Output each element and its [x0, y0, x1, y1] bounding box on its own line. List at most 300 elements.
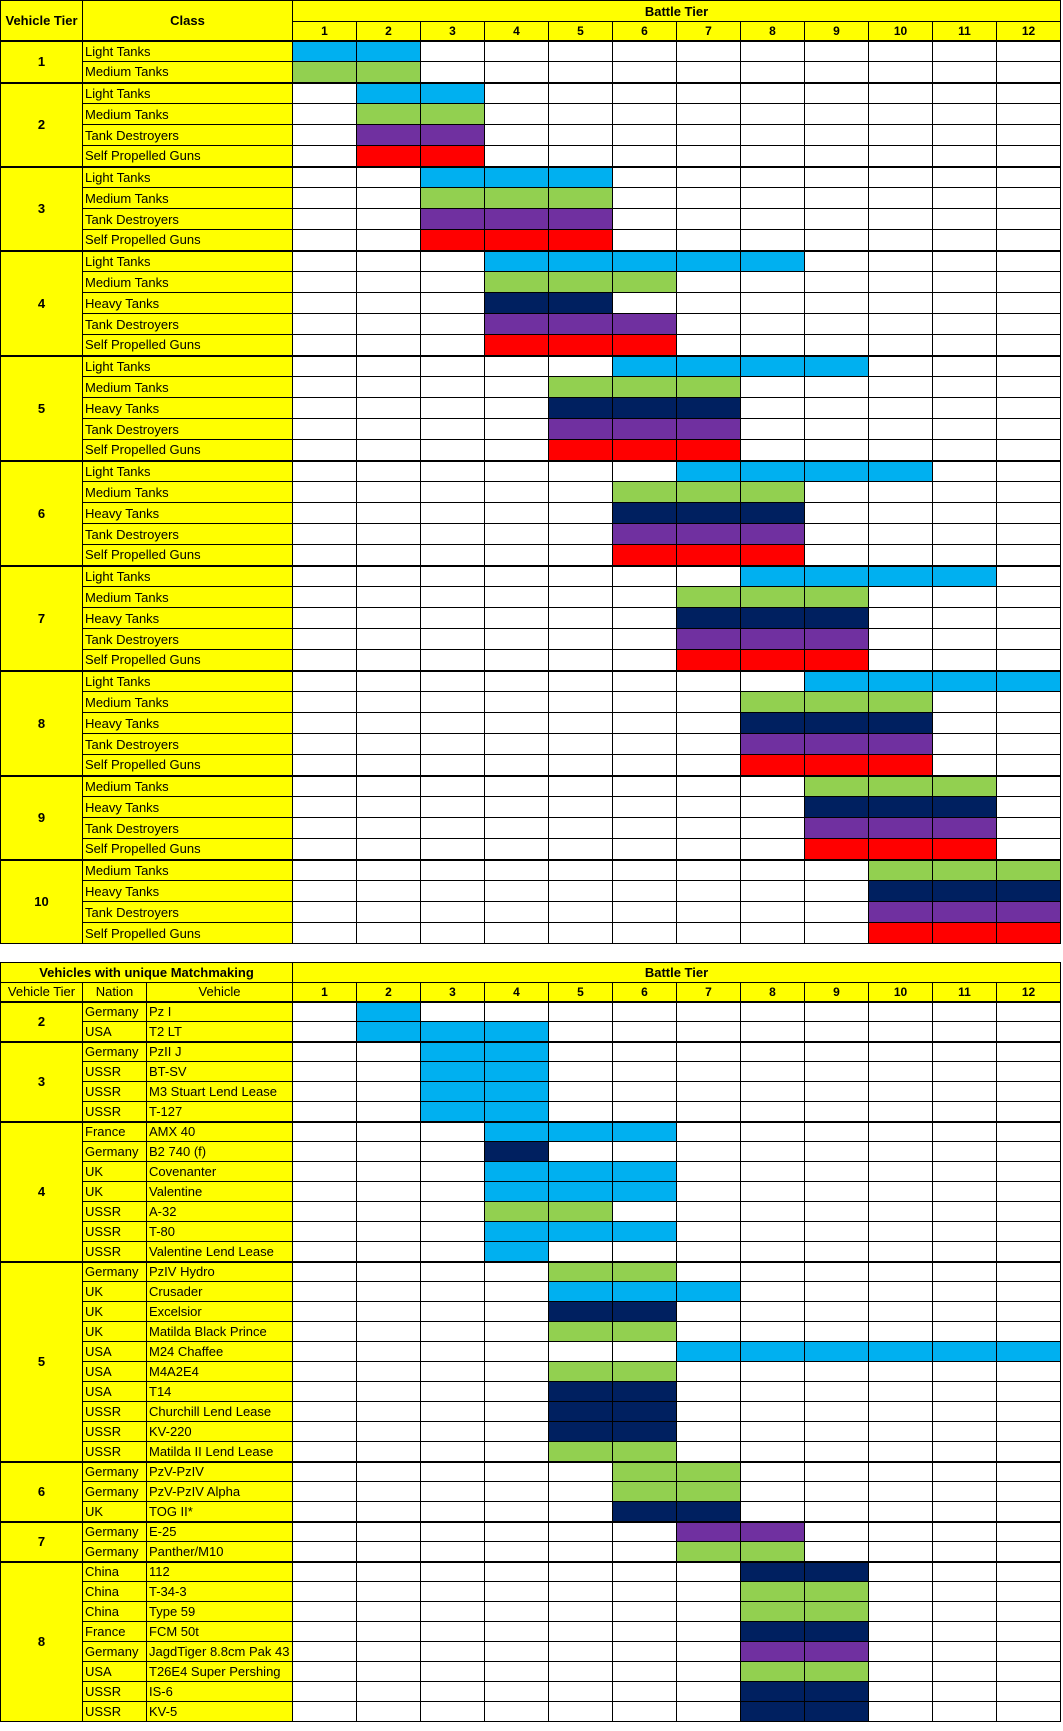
battle-tier-cell [933, 1662, 997, 1682]
battle-tier-cell [741, 62, 805, 83]
battle-tier-cell [677, 1202, 741, 1222]
battle-tier-cell [357, 293, 421, 314]
battle-tier-cell [997, 1542, 1061, 1562]
class-label: Medium Tanks [83, 482, 293, 503]
matchmaking-bar-cell [741, 524, 805, 545]
battle-tier-cell [293, 482, 357, 503]
battle-tier-cell [421, 482, 485, 503]
class-label: Self Propelled Guns [83, 545, 293, 566]
battle-tier-cell [549, 1522, 613, 1542]
battle-tier-cell [293, 314, 357, 335]
battle-tier-cell [677, 335, 741, 356]
battle-tier-cell [293, 167, 357, 188]
battle-tier-cell [741, 314, 805, 335]
matchmaking-bar-cell [549, 1262, 613, 1282]
nation-cell: Germany [83, 1522, 147, 1542]
battle-tier-cell [485, 734, 549, 755]
matchmaking-bar-cell [549, 314, 613, 335]
battle-tier-cell [741, 923, 805, 944]
battle-tier-cell [293, 923, 357, 944]
battle-tier-cell [421, 419, 485, 440]
battle-tier-cell [357, 1302, 421, 1322]
battle-tier-cell [933, 1502, 997, 1522]
battle-tier-cell [293, 1702, 357, 1722]
class-label: Medium Tanks [83, 692, 293, 713]
battle-tier-cell [933, 1382, 997, 1402]
battle-tier-cell [357, 272, 421, 293]
battle-tier-cell [357, 839, 421, 860]
class-row [1, 797, 1061, 818]
battle-tier-cell [869, 1542, 933, 1562]
battle-tier-cell [869, 1102, 933, 1122]
matchmaking-bar-cell [805, 650, 869, 671]
class-label: Light Tanks [83, 41, 293, 62]
matchmaking-bar-cell [741, 1662, 805, 1682]
battle-tier-cell [421, 1682, 485, 1702]
battle-tier-cell [997, 104, 1061, 125]
battle-tier-cell [421, 1462, 485, 1482]
matchmaking-bar-cell [613, 524, 677, 545]
vehicle-name-cell: IS-6 [147, 1682, 293, 1702]
battle-tier-cell [805, 1462, 869, 1482]
vehicle-name-cell: PzIV Hydro [147, 1262, 293, 1282]
matchmaking-bar-cell [805, 839, 869, 860]
battle-tier-cell [997, 608, 1061, 629]
matchmaking-bar-cell [613, 1422, 677, 1442]
battle-tier-number: 7 [677, 983, 741, 1002]
battle-tier-cell [549, 1142, 613, 1162]
nation-cell: France [83, 1122, 147, 1142]
matchmaking-bar-cell [357, 125, 421, 146]
vehicle-row [1, 1442, 1061, 1462]
battle-tier-cell [869, 1022, 933, 1042]
nation-header: Nation [83, 983, 147, 1002]
matchmaking-bar-cell [357, 62, 421, 83]
matchmaking-bar-cell [421, 125, 485, 146]
matchmaking-bar-cell [869, 839, 933, 860]
battle-tier-cell [293, 545, 357, 566]
battle-tier-cell [997, 272, 1061, 293]
battle-tier-cell [421, 1662, 485, 1682]
vehicle-name-cell: FCM 50t [147, 1622, 293, 1642]
battle-tier-cell [677, 1422, 741, 1442]
battle-tier-cell [485, 398, 549, 419]
class-label: Light Tanks [83, 167, 293, 188]
battle-tier-cell [933, 1442, 997, 1462]
battle-tier-cell [997, 503, 1061, 524]
battle-tier-cell [357, 755, 421, 776]
battle-tier-cell [869, 524, 933, 545]
battle-tier-cell [293, 1522, 357, 1542]
matchmaking-bar-cell [677, 1482, 741, 1502]
battle-tier-cell [933, 104, 997, 125]
battle-tier-cell [293, 398, 357, 419]
battle-tier-cell [869, 1462, 933, 1482]
battle-tier-cell [933, 1582, 997, 1602]
class-label: Heavy Tanks [83, 608, 293, 629]
battle-tier-cell [805, 41, 869, 62]
battle-tier-cell [677, 818, 741, 839]
matchmaking-bar-cell [933, 902, 997, 923]
battle-tier-cell [933, 755, 997, 776]
battle-tier-cell [421, 629, 485, 650]
battle-tier-cell [677, 41, 741, 62]
battle-tier-cell [421, 1522, 485, 1542]
matchmaking-bar-cell [357, 104, 421, 125]
battle-tier-cell [293, 1142, 357, 1162]
matchmaking-bar-cell [805, 1582, 869, 1602]
battle-tier-cell [933, 377, 997, 398]
battle-tier-cell [997, 629, 1061, 650]
battle-tier-cell [485, 713, 549, 734]
battle-tier-cell [485, 1402, 549, 1422]
battle-tier-cell [357, 1442, 421, 1462]
class-row [1, 902, 1061, 923]
battle-tier-cell [741, 125, 805, 146]
battle-tier-number: 3 [421, 983, 485, 1002]
battle-tier-cell [869, 377, 933, 398]
matchmaking-bar-cell [677, 587, 741, 608]
matchmaking-bar-cell [549, 1122, 613, 1142]
vehicle-row [1, 1482, 1061, 1502]
matchmaking-bar-cell [933, 671, 997, 692]
battle-tier-cell [805, 104, 869, 125]
battle-tier-cell [869, 209, 933, 230]
battle-tier-cell [549, 629, 613, 650]
battle-tier-cell [933, 251, 997, 272]
battle-tier-cell [933, 1142, 997, 1162]
battle-tier-cell [357, 734, 421, 755]
battle-tier-cell [613, 1082, 677, 1102]
battle-tier-cell [997, 1482, 1061, 1502]
battle-tier-cell [357, 1362, 421, 1382]
battle-tier-cell [357, 1142, 421, 1162]
battle-tier-cell [741, 83, 805, 104]
battle-tier-cell [293, 1202, 357, 1222]
battle-tier-cell [549, 41, 613, 62]
matchmaking-bar-cell [869, 923, 933, 944]
battle-tier-cell [805, 1062, 869, 1082]
battle-tier-number: 3 [421, 22, 485, 41]
battle-tier-number: 1 [293, 22, 357, 41]
battle-tier-cell [933, 146, 997, 167]
battle-tier-cell [933, 713, 997, 734]
class-row [1, 461, 1061, 482]
battle-tier-cell [869, 125, 933, 146]
nation-cell: USSR [83, 1702, 147, 1722]
battle-tier-cell [357, 1662, 421, 1682]
battle-tier-cell [933, 1622, 997, 1642]
battle-tier-cell [421, 1002, 485, 1022]
vehicle-name-cell: Churchill Lend Lease [147, 1402, 293, 1422]
battle-tier-cell [997, 293, 1061, 314]
battle-tier-cell [549, 1582, 613, 1602]
battle-tier-cell [421, 608, 485, 629]
battle-tier-number: 4 [485, 22, 549, 41]
battle-tier-cell [293, 1082, 357, 1102]
battle-tier-cell [485, 461, 549, 482]
battle-tier-cell [357, 692, 421, 713]
battle-tier-cell [869, 1002, 933, 1022]
battle-tier-cell [293, 1462, 357, 1482]
battle-tier-cell [677, 1562, 741, 1582]
battle-tier-cell [421, 440, 485, 461]
battle-tier-cell [357, 398, 421, 419]
battle-tier-cell [741, 419, 805, 440]
matchmaking-bar-cell [677, 419, 741, 440]
battle-tier-cell [357, 440, 421, 461]
matchmaking-bar-cell [485, 314, 549, 335]
battle-tier-cell [613, 1342, 677, 1362]
battle-tier-cell [613, 209, 677, 230]
battle-tier-cell [549, 1062, 613, 1082]
class-row [1, 251, 1061, 272]
battle-tier-cell [485, 1582, 549, 1602]
battle-tier-cell [293, 83, 357, 104]
battle-tier-cell [805, 1142, 869, 1162]
battle-tier-cell [741, 1242, 805, 1262]
battle-tier-cell [677, 293, 741, 314]
battle-tier-cell [293, 1102, 357, 1122]
matchmaking-bar-cell [933, 860, 997, 881]
battle-tier-cell [869, 398, 933, 419]
battle-tier-cell [357, 1642, 421, 1662]
battle-tier-cell [933, 1702, 997, 1722]
battle-tier-cell [485, 83, 549, 104]
battle-tier-cell [805, 125, 869, 146]
matchmaking-bar-cell [485, 167, 549, 188]
battle-tier-cell [549, 1502, 613, 1522]
nation-cell: USSR [83, 1222, 147, 1242]
matchmaking-bar-cell [741, 461, 805, 482]
battle-tier-cell [421, 839, 485, 860]
nation-cell: USSR [83, 1102, 147, 1122]
battle-tier-cell [293, 1442, 357, 1462]
vehicle-name-cell: A-32 [147, 1202, 293, 1222]
battle-tier-cell [549, 692, 613, 713]
matchmaking-bar-cell [549, 1322, 613, 1342]
battle-tier-cell [293, 860, 357, 881]
battle-tier-cell [869, 1042, 933, 1062]
battle-tier-cell [677, 1042, 741, 1062]
matchmaking-bar-cell [997, 1342, 1061, 1362]
battle-tier-cell [933, 1322, 997, 1342]
class-label: Self Propelled Guns [83, 335, 293, 356]
battle-tier-cell [997, 314, 1061, 335]
battle-tier-cell [293, 503, 357, 524]
matchmaking-bar-cell [741, 755, 805, 776]
battle-tier-cell [421, 1502, 485, 1522]
battle-tier-cell [997, 734, 1061, 755]
class-row [1, 209, 1061, 230]
battle-tier-cell [869, 1702, 933, 1722]
battle-tier-cell [613, 713, 677, 734]
battle-tier-cell [357, 1102, 421, 1122]
battle-tier-cell [997, 524, 1061, 545]
class-row [1, 566, 1061, 587]
battle-tier-cell [677, 1582, 741, 1602]
battle-tier-cell [293, 251, 357, 272]
battle-tier-cell [357, 1682, 421, 1702]
battle-tier-cell [677, 860, 741, 881]
vehicle-row [1, 1382, 1061, 1402]
battle-tier-cell [421, 1162, 485, 1182]
battle-tier-cell [933, 1262, 997, 1282]
battle-tier-cell [357, 1202, 421, 1222]
battle-tier-cell [613, 776, 677, 797]
nation-cell: Germany [83, 1002, 147, 1022]
battle-tier-cell [485, 1282, 549, 1302]
matchmaking-bar-cell [613, 1382, 677, 1402]
class-label: Heavy Tanks [83, 503, 293, 524]
battle-tier-cell [485, 419, 549, 440]
battle-tier-cell [997, 713, 1061, 734]
battle-tier-cell [997, 1322, 1061, 1342]
battle-tier-cell [549, 125, 613, 146]
class-row [1, 923, 1061, 944]
battle-tier-cell [357, 1562, 421, 1582]
battle-tier-cell [933, 1062, 997, 1082]
battle-tier-cell [677, 188, 741, 209]
battle-tier-cell [805, 293, 869, 314]
battle-tier-cell [677, 1082, 741, 1102]
battle-tier-cell [933, 1522, 997, 1542]
battle-tier-cell [933, 1602, 997, 1622]
battle-tier-cell [741, 1462, 805, 1482]
battle-tier-cell [549, 1242, 613, 1262]
vehicle-name-cell: Matilda Black Prince [147, 1322, 293, 1342]
battle-tier-cell [741, 1142, 805, 1162]
battle-tier-cell [933, 587, 997, 608]
matchmaking-bar-cell [613, 335, 677, 356]
matchmaking-bar-cell [549, 1162, 613, 1182]
matchmaking-bar-cell [677, 629, 741, 650]
battle-tier-cell [805, 83, 869, 104]
battle-tier-cell [293, 419, 357, 440]
battle-tier-cell [741, 398, 805, 419]
battle-tier-number: 11 [933, 22, 997, 41]
class-label: Self Propelled Guns [83, 923, 293, 944]
battle-tier-cell [613, 839, 677, 860]
class-row [1, 881, 1061, 902]
battle-tier-cell [997, 1582, 1061, 1602]
battle-tier-cell [997, 1002, 1061, 1022]
vehicle-tier-cell: 10 [1, 860, 83, 944]
vehicle-tier-cell: 6 [1, 461, 83, 566]
battle-tier-cell [357, 1542, 421, 1562]
battle-tier-cell [997, 1222, 1061, 1242]
nation-cell: UK [83, 1162, 147, 1182]
matchmaking-bar-cell [741, 545, 805, 566]
matchmaking-bar-cell [485, 1062, 549, 1082]
battle-tier-cell [485, 608, 549, 629]
vehicle-name-cell: TOG II* [147, 1502, 293, 1522]
battle-tier-cell [485, 566, 549, 587]
battle-tier-cell [933, 125, 997, 146]
battle-tier-cell [805, 230, 869, 251]
battle-tier-cell [357, 1462, 421, 1482]
vehicle-name-cell: Covenanter [147, 1162, 293, 1182]
battle-tier-cell [997, 818, 1061, 839]
vehicle-row [1, 1622, 1061, 1642]
battle-tier-cell [933, 1642, 997, 1662]
battle-tier-cell [613, 1662, 677, 1682]
battle-tier-cell [805, 335, 869, 356]
battle-tier-cell [677, 1702, 741, 1722]
battle-tier-cell [677, 230, 741, 251]
matchmaking-bar-cell [805, 1342, 869, 1362]
battle-tier-number: 9 [805, 22, 869, 41]
class-row [1, 692, 1061, 713]
matchmaking-bar-cell [421, 188, 485, 209]
class-label: Self Propelled Guns [83, 839, 293, 860]
battle-tier-cell [485, 1442, 549, 1462]
matchmaking-bar-cell [805, 713, 869, 734]
vehicle-row [1, 1062, 1061, 1082]
matchmaking-bar-cell [997, 860, 1061, 881]
battle-tier-cell [997, 1042, 1061, 1062]
nation-cell: France [83, 1622, 147, 1642]
battle-tier-cell [549, 839, 613, 860]
battle-tier-cell [933, 1102, 997, 1122]
battle-tier-cell [357, 188, 421, 209]
battle-tier-cell [357, 251, 421, 272]
battle-tier-cell [741, 1182, 805, 1202]
battle-tier-cell [677, 566, 741, 587]
battle-tier-cell [869, 230, 933, 251]
battle-tier-cell [805, 209, 869, 230]
battle-tier-cell [933, 440, 997, 461]
battle-tier-cell [997, 251, 1061, 272]
battle-tier-cell [293, 1682, 357, 1702]
battle-tier-cell [357, 356, 421, 377]
battle-tier-cell [805, 860, 869, 881]
vehicle-row [1, 1642, 1061, 1662]
battle-tier-cell [549, 734, 613, 755]
battle-tier-cell [421, 377, 485, 398]
vehicle-name-cell: Valentine [147, 1182, 293, 1202]
matchmaking-bar-cell [933, 881, 997, 902]
matchmaking-bar-cell [613, 503, 677, 524]
vehicle-tier-header-2: Vehicle Tier [1, 983, 83, 1002]
battle-tier-cell [485, 377, 549, 398]
matchmaking-bar-cell [613, 1122, 677, 1142]
battle-tier-cell [293, 1582, 357, 1602]
battle-tier-cell [421, 755, 485, 776]
vehicle-tier-cell: 9 [1, 776, 83, 860]
battle-tier-cell [421, 545, 485, 566]
matchmaking-bar-cell [805, 629, 869, 650]
battle-tier-cell [293, 209, 357, 230]
battle-tier-cell [357, 629, 421, 650]
battle-tier-cell [741, 272, 805, 293]
battle-tier-cell [293, 1542, 357, 1562]
nation-cell: USSR [83, 1442, 147, 1462]
battle-tier-cell [485, 1002, 549, 1022]
matchmaking-bar-cell [741, 1702, 805, 1722]
battle-tier-cell [549, 104, 613, 125]
battle-tier-cell [997, 1242, 1061, 1262]
battle-tier-cell [485, 146, 549, 167]
battle-tier-cell [933, 419, 997, 440]
battle-tier-cell [421, 734, 485, 755]
battle-tier-cell [869, 293, 933, 314]
matchmaking-bar-cell [613, 419, 677, 440]
battle-tier-cell [293, 1182, 357, 1202]
battle-tier-cell [357, 818, 421, 839]
battle-tier-cell [357, 1402, 421, 1422]
matchmaking-bar-cell [549, 1382, 613, 1402]
